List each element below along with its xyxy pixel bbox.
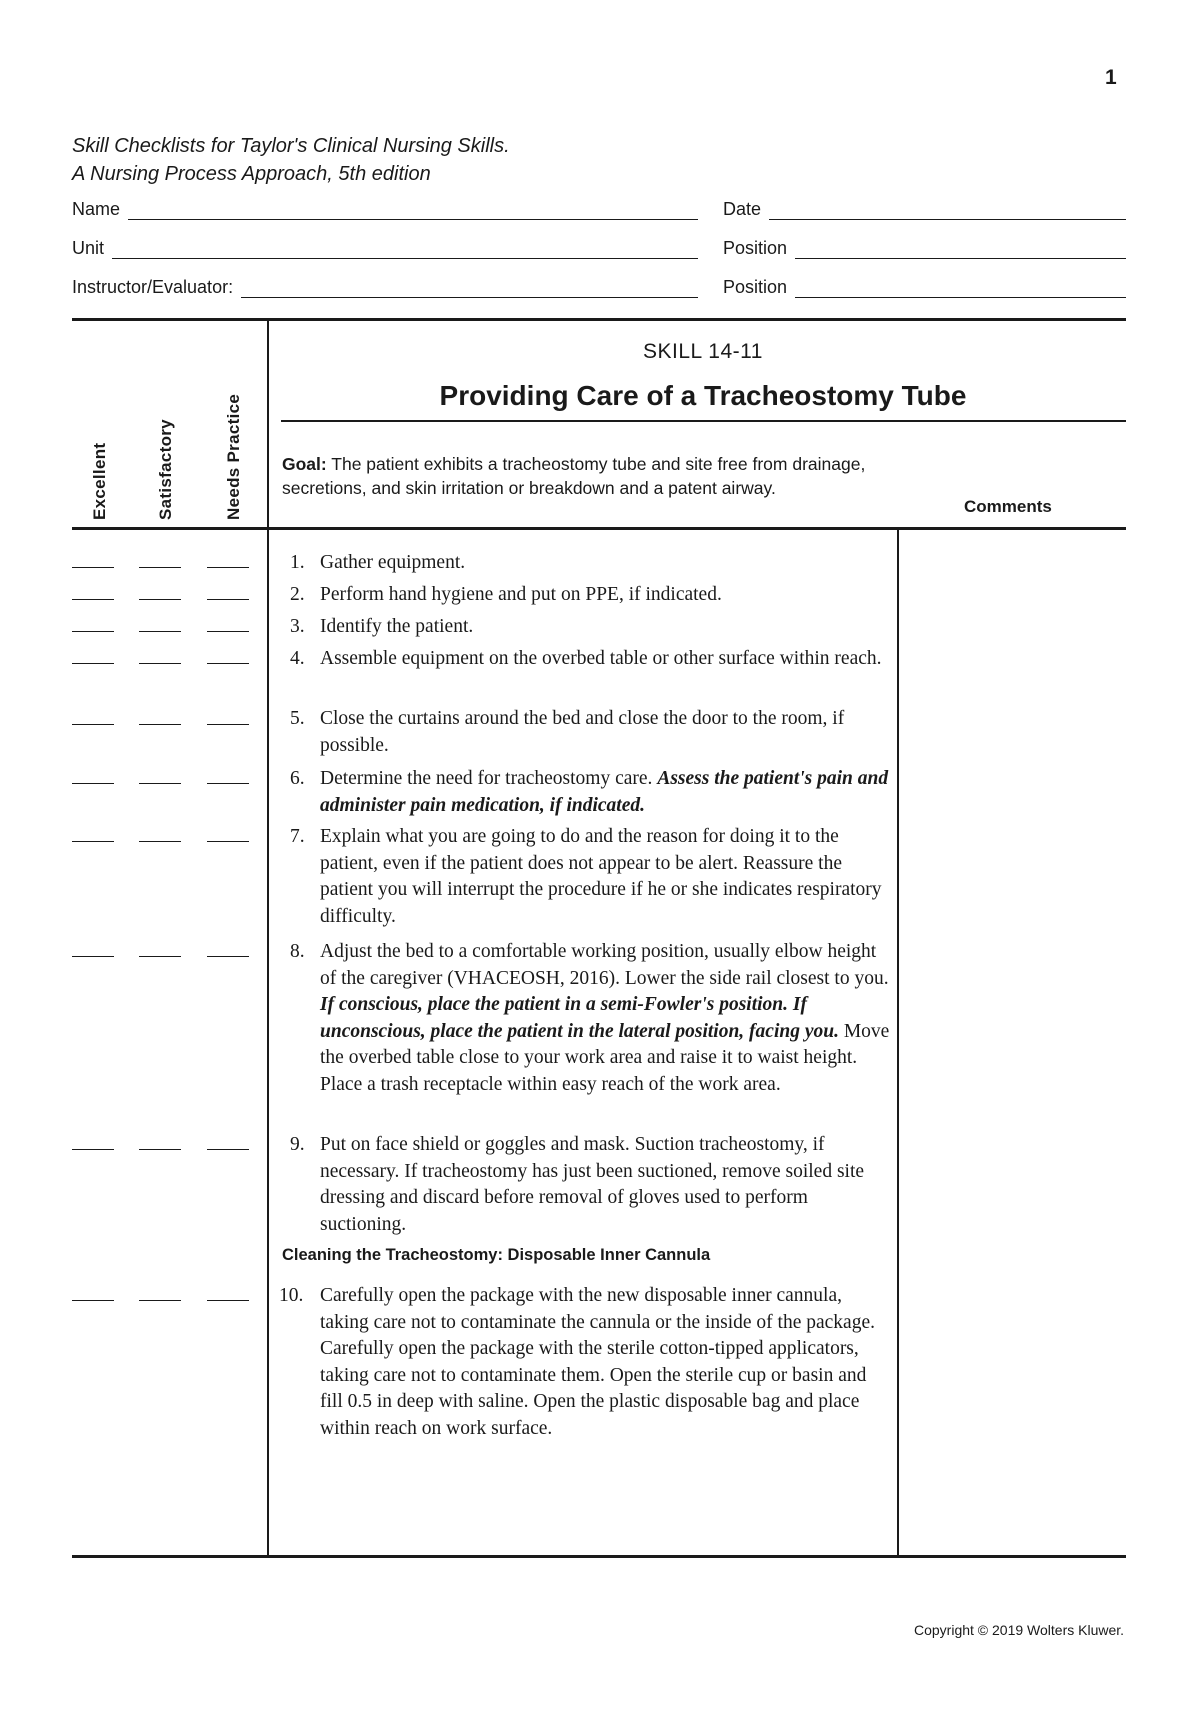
step-1 bbox=[290, 550, 465, 577]
goal bbox=[282, 452, 892, 500]
excellent-blank[interactable] bbox=[72, 567, 114, 568]
rating-header-excellent: Excellent bbox=[90, 442, 109, 520]
date-label: Date bbox=[723, 199, 762, 219]
step-number: 5. bbox=[290, 708, 305, 729]
rating-blanks-step-6 bbox=[72, 783, 252, 785]
rating-header-satisfactory: Satisfactory bbox=[156, 419, 175, 520]
step-text: Identify the patient. bbox=[320, 616, 474, 637]
form-row-unit bbox=[72, 235, 1126, 259]
comments-header: Comments bbox=[964, 497, 1052, 516]
excellent-blank[interactable] bbox=[72, 783, 114, 784]
comments-column-divider bbox=[897, 529, 899, 1556]
table-top-rule bbox=[72, 318, 1126, 321]
form-row-name bbox=[72, 196, 1126, 220]
step-emphasis: Assess the patient's pain and administer pain medication, if indicated. bbox=[320, 768, 889, 816]
table-bottom-rule bbox=[72, 1555, 1126, 1558]
date-field[interactable] bbox=[723, 196, 1126, 220]
step-6 bbox=[290, 766, 890, 819]
rating-header-needs-practice: Needs Practice bbox=[224, 393, 243, 520]
needs-practice-blank[interactable] bbox=[207, 599, 249, 600]
page-number: 1 bbox=[1105, 66, 1117, 89]
position-line[interactable] bbox=[795, 240, 1126, 259]
book-title-line-2: A Nursing Process Approach, 5th edition bbox=[72, 163, 431, 185]
excellent-blank[interactable] bbox=[72, 1300, 114, 1301]
skill-number: SKILL 14-11 bbox=[643, 340, 763, 363]
step-text: Close the curtains around the bed and close the door to the room, if possible. bbox=[320, 708, 845, 756]
excellent-blank[interactable] bbox=[72, 1149, 114, 1150]
skill-title: Providing Care of a Tracheostomy Tube bbox=[439, 380, 967, 411]
excellent-blank[interactable] bbox=[72, 841, 114, 842]
step-number: 9. bbox=[290, 1134, 305, 1155]
title-rule bbox=[281, 420, 1126, 422]
goal-label: Goal: bbox=[282, 454, 327, 474]
unit-line[interactable] bbox=[112, 240, 698, 259]
needs-practice-blank[interactable] bbox=[207, 631, 249, 632]
unit-label: Unit bbox=[72, 238, 105, 258]
satisfactory-blank[interactable] bbox=[139, 956, 181, 957]
date-line[interactable] bbox=[769, 201, 1126, 220]
name-label: Name bbox=[72, 199, 121, 219]
step-text: Determine the need for tracheostomy care. bbox=[320, 768, 658, 789]
step-number: 6. bbox=[290, 768, 305, 789]
instructor-label: Instructor/Evaluator: bbox=[72, 277, 234, 297]
step-4 bbox=[290, 646, 882, 673]
position-2-field[interactable] bbox=[723, 274, 1126, 298]
step-text: Assemble equipment on the overbed table or other surface within reach. bbox=[320, 648, 882, 669]
rating-blanks-step-4 bbox=[72, 663, 252, 665]
rating-blanks-step-10 bbox=[72, 1300, 252, 1302]
step-number: 10. bbox=[279, 1285, 304, 1306]
position-2-line[interactable] bbox=[795, 279, 1126, 298]
excellent-blank[interactable] bbox=[72, 956, 114, 957]
name-line[interactable] bbox=[128, 201, 698, 220]
step-text: Perform hand hygiene and put on PPE, if indicated. bbox=[320, 584, 722, 605]
step-number: 2. bbox=[290, 584, 305, 605]
excellent-blank[interactable] bbox=[72, 599, 114, 600]
name-field[interactable] bbox=[72, 196, 698, 220]
satisfactory-blank[interactable] bbox=[139, 783, 181, 784]
step-number: 4. bbox=[290, 648, 305, 669]
rating-blanks-step-7 bbox=[72, 841, 252, 843]
step-9 bbox=[290, 1132, 890, 1238]
step-text: Adjust the bed to a comfortable working position, usually elbow height of the caregiver (VHACEOSH, 2016). Lower the side rail closest to you. bbox=[320, 941, 889, 989]
needs-practice-blank[interactable] bbox=[207, 663, 249, 664]
step-2 bbox=[290, 582, 722, 609]
instructor-field[interactable] bbox=[72, 274, 698, 298]
satisfactory-blank[interactable] bbox=[139, 663, 181, 664]
step-text: Explain what you are going to do and the reason for doing it to the patient, even if the patient does not appear to be alert. Reassure the patient you will interrupt the procedure if he or she indicates respiratory difficulty. bbox=[320, 826, 882, 927]
position-field[interactable] bbox=[723, 235, 1126, 259]
rating-column-divider bbox=[267, 319, 269, 1556]
book-title-line-1: Skill Checklists for Taylor's Clinical Nursing Skills. bbox=[72, 135, 510, 157]
rating-blanks-step-8 bbox=[72, 956, 252, 958]
satisfactory-blank[interactable] bbox=[139, 841, 181, 842]
step-text: Carefully open the package with the new disposable inner cannula, taking care not to contaminate the cannula or the inside of the package. Carefully open the package with the sterile cotton-tipped applicators, taking care not to contaminate them. Open the sterile cup or basin and fill 0.5 in deep with saline. Open the plastic disposable bag and place within reach on work surface. bbox=[320, 1285, 875, 1439]
rating-blanks-step-3 bbox=[72, 631, 252, 633]
step-3 bbox=[290, 614, 473, 641]
needs-practice-blank[interactable] bbox=[207, 841, 249, 842]
book-title bbox=[72, 132, 510, 188]
satisfactory-blank[interactable] bbox=[139, 567, 181, 568]
section-heading: Cleaning the Tracheostomy: Disposable Inner Cannula bbox=[282, 1246, 711, 1264]
step-text: Put on face shield or goggles and mask. Suction tracheostomy, if necessary. If tracheostomy has just been suctioned, remove soiled site dressing and discard before removal of gloves used to perform suctioning. bbox=[320, 1134, 865, 1235]
step-emphasis: If conscious, place the patient in a semi-Fowler's position. If unconscious, place the patient in the lateral position, facing you. bbox=[320, 994, 839, 1042]
step-text: Gather equipment. bbox=[320, 552, 466, 573]
rating-blanks-step-5 bbox=[72, 724, 252, 726]
step-number: 8. bbox=[290, 941, 305, 962]
satisfactory-blank[interactable] bbox=[139, 1149, 181, 1150]
rating-blanks-step-9 bbox=[72, 1149, 252, 1151]
step-8 bbox=[290, 939, 890, 1098]
needs-practice-blank[interactable] bbox=[207, 1149, 249, 1150]
copyright: Copyright © 2019 Wolters Kluwer. bbox=[914, 1622, 1125, 1638]
instructor-line[interactable] bbox=[241, 279, 698, 298]
excellent-blank[interactable] bbox=[72, 724, 114, 725]
satisfactory-blank[interactable] bbox=[139, 724, 181, 725]
step-7 bbox=[290, 824, 890, 930]
step-text-continued: Move the overbed table close to your work area and raise it to waist height. Place a trash receptacle within easy reach of the work area. bbox=[320, 1020, 890, 1095]
needs-practice-blank[interactable] bbox=[207, 724, 249, 725]
needs-practice-blank[interactable] bbox=[207, 783, 249, 784]
satisfactory-blank[interactable] bbox=[139, 631, 181, 632]
form-row-instructor bbox=[72, 274, 1126, 298]
satisfactory-blank[interactable] bbox=[139, 1300, 181, 1301]
step-number: 7. bbox=[290, 826, 305, 847]
rating-blanks-step-2 bbox=[72, 599, 252, 601]
needs-practice-blank[interactable] bbox=[207, 1300, 249, 1301]
position-2-label: Position bbox=[723, 277, 788, 297]
unit-field[interactable] bbox=[72, 235, 698, 259]
step-number: 1. bbox=[290, 552, 305, 573]
excellent-blank[interactable] bbox=[72, 631, 114, 632]
needs-practice-blank[interactable] bbox=[207, 567, 249, 568]
excellent-blank[interactable] bbox=[72, 663, 114, 664]
table-header-rule bbox=[72, 527, 1126, 530]
needs-practice-blank[interactable] bbox=[207, 956, 249, 957]
step-number: 3. bbox=[290, 616, 305, 637]
position-label: Position bbox=[723, 238, 788, 258]
satisfactory-blank[interactable] bbox=[139, 599, 181, 600]
step-10 bbox=[279, 1283, 890, 1442]
rating-blanks-step-1 bbox=[72, 567, 252, 569]
goal-text: The patient exhibits a tracheostomy tube and site free from drainage, secretions, and skin irritation or breakdown and a patent airway. bbox=[282, 454, 866, 498]
step-5 bbox=[290, 706, 890, 759]
